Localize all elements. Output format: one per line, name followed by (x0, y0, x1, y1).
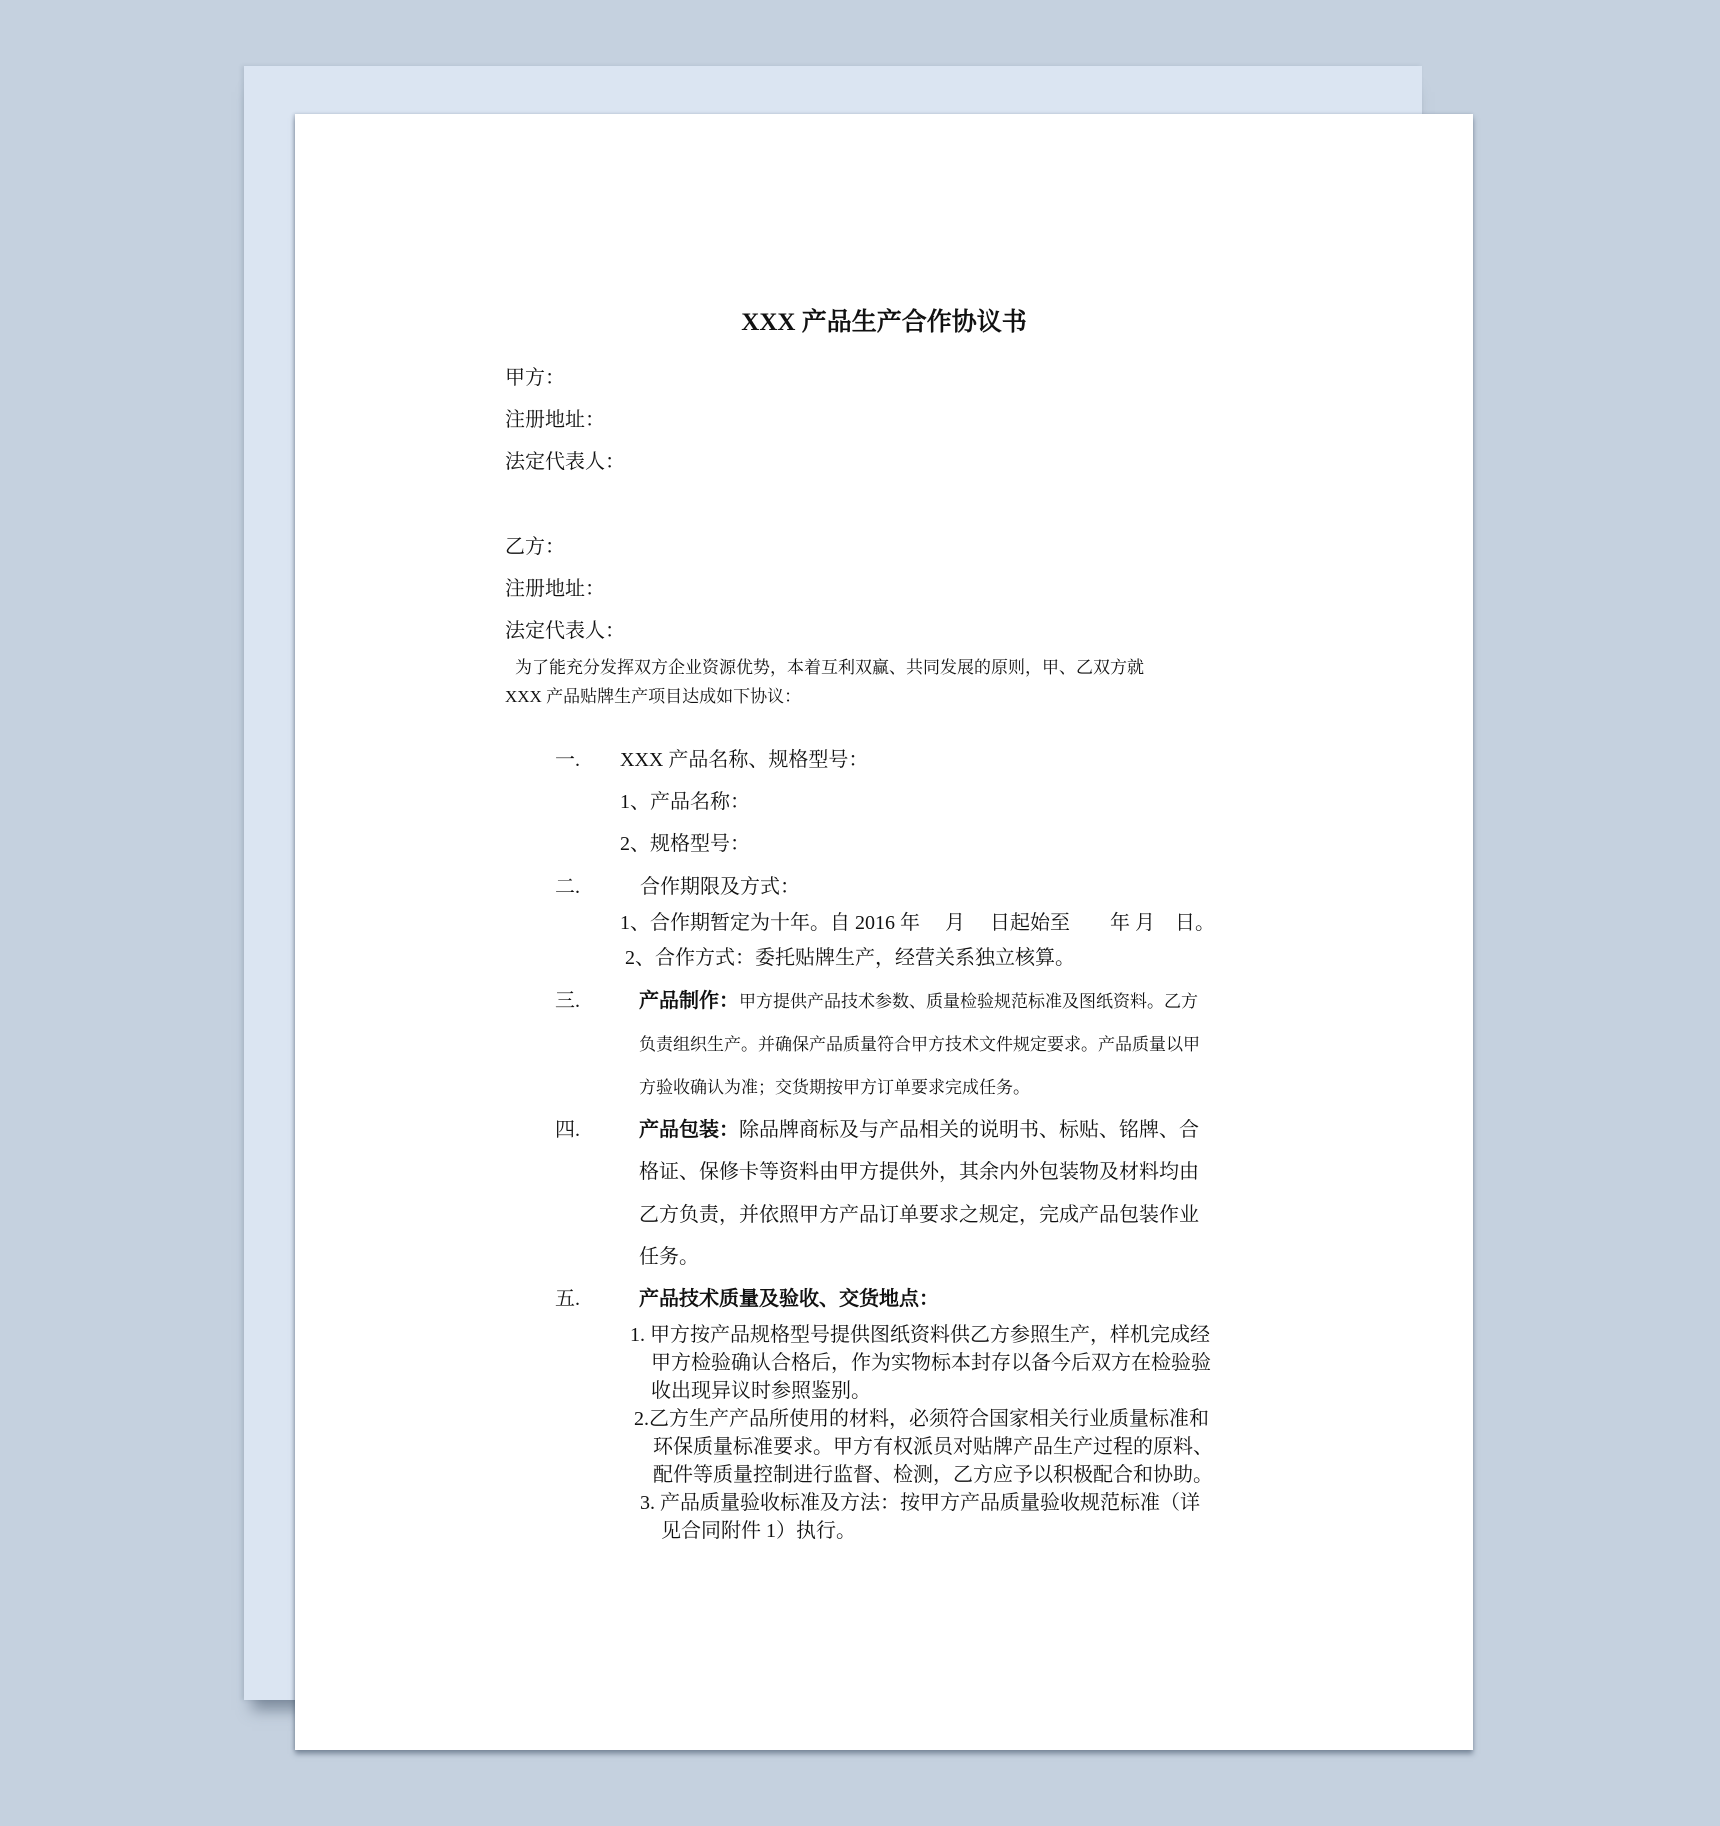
section-4-line-2: 格证、保修卡等资料由甲方提供外，其余内外包装物及材料均由 (639, 1161, 1199, 1183)
section-5-item-2-line-2: 环保质量标准要求。甲方有权派员对贴牌产品生产过程的原料、 (653, 1436, 1213, 1458)
section-2-number: 二. (555, 876, 580, 898)
section-4-line-4: 任务。 (639, 1246, 699, 1268)
section-1-item-2: 2、规格型号： (620, 833, 750, 855)
section-3-line-2: 负责组织生产。并确保产品质量符合甲方技术文件规定要求。产品质量以甲 (639, 1035, 1200, 1054)
section-1-heading: XXX 产品名称、规格型号： (620, 749, 869, 771)
section-2-item-1: 1、合作期暂定为十年。自 2016 年 月 日起始至 年 月 日。 (620, 912, 1215, 934)
section-1-item-1: 1、产品名称： (620, 791, 750, 813)
section-3-heading: 产品制作： (639, 990, 739, 1012)
section-2-heading: 合作期限及方式： (640, 876, 800, 898)
party-a-address-label: 注册地址： (505, 409, 605, 431)
section-4-line-3: 乙方负责，并依照甲方产品订单要求之规定，完成产品包装作业 (639, 1204, 1199, 1226)
section-4-number: 四. (555, 1119, 580, 1141)
section-4-heading: 产品包装： (639, 1119, 739, 1141)
intro-line-1: 为了能充分发挥双方企业资源优势，本着互利双赢、共同发展的原则，甲、乙双方就 (515, 658, 1144, 677)
section-5-item-2-line-1: 2.乙方生产产品所使用的材料，必须符合国家相关行业质量标准和 (634, 1408, 1209, 1430)
section-5-item-2-line-3: 配件等质量控制进行监督、检测，乙方应予以积极配合和协助。 (653, 1464, 1213, 1486)
intro-line-2: XXX 产品贴牌生产项目达成如下协议： (505, 687, 802, 706)
section-5-item-1-line-2: 甲方检验确认合格后，作为实物标本封存以备今后双方在检验验 (651, 1352, 1211, 1374)
section-5-item-3-line-2: 见合同附件 1）执行。 (661, 1520, 856, 1542)
section-5-item-1-line-1: 1. 甲方按产品规格型号提供图纸资料供乙方参照生产，样机完成经 (630, 1324, 1210, 1346)
party-a-rep-label: 法定代表人： (505, 451, 625, 473)
section-3-number: 三. (555, 990, 580, 1012)
section-4-body (639, 1117, 1199, 1143)
section-3-line-3: 方验收确认为准；交货期按甲方订单要求完成任务。 (639, 1078, 1030, 1097)
section-3-line-1: 甲方提供产品技术参数、质量检验规范标准及图纸资料。乙方 (739, 992, 1198, 1011)
section-4-line-1: 除品牌商标及与产品相关的说明书、标贴、铭牌、合 (739, 1119, 1199, 1141)
section-5-heading: 产品技术质量及验收、交货地点： (639, 1288, 939, 1310)
section-3-body (639, 988, 1198, 1015)
party-b-address-label: 注册地址： (505, 578, 605, 600)
party-a-label: 甲方： (505, 367, 565, 389)
section-2-item-2: 2、合作方式：委托贴牌生产，经营关系独立核算。 (625, 947, 1075, 969)
section-5-item-3-line-1: 3. 产品质量验收标准及方法：按甲方产品质量验收规范标准（详 (640, 1492, 1200, 1514)
section-1-number: 一. (555, 749, 580, 771)
party-b-label: 乙方： (505, 536, 565, 558)
document-title: XXX 产品生产合作协议书 (741, 309, 1027, 336)
party-b-rep-label: 法定代表人： (505, 620, 625, 642)
document-page (295, 114, 1473, 1750)
section-5-item-1-line-3: 收出现异议时参照鉴别。 (651, 1380, 871, 1402)
section-5-number: 五. (555, 1288, 580, 1310)
